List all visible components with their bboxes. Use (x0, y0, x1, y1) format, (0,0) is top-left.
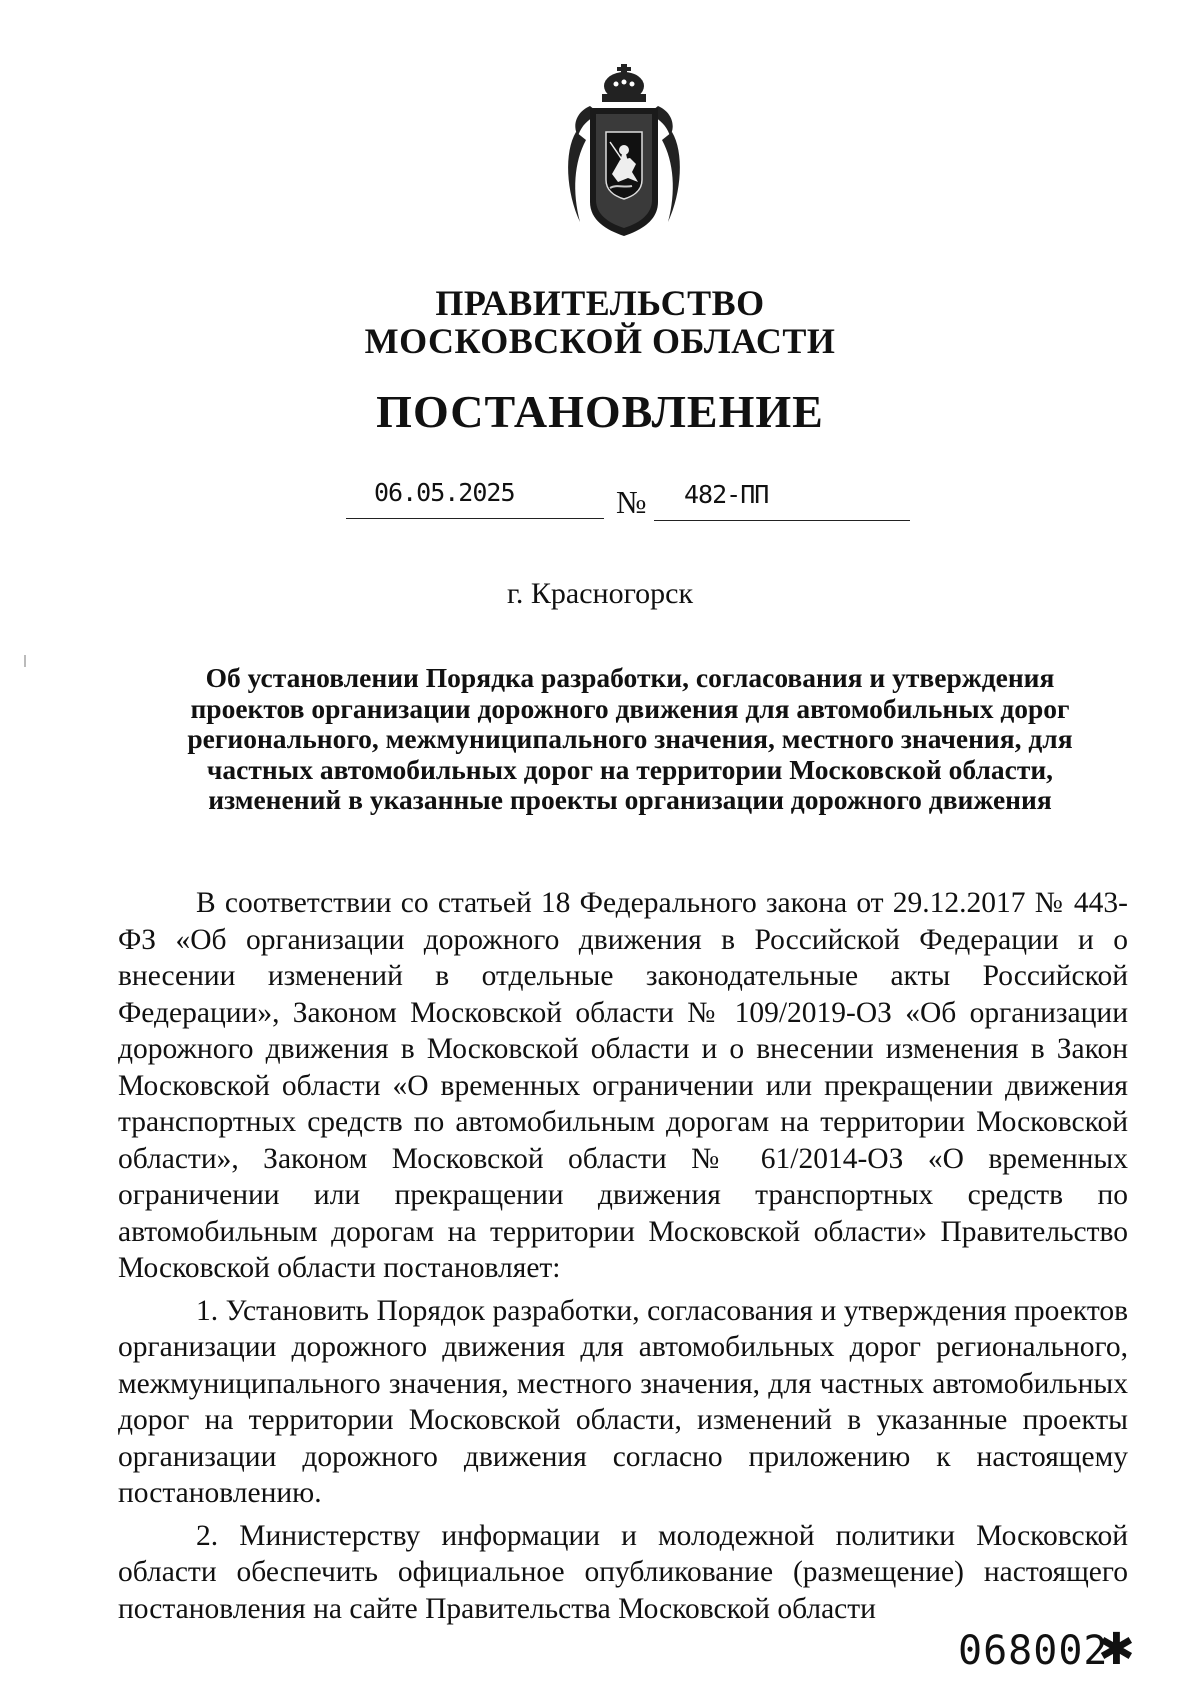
number-field (654, 474, 910, 521)
paragraph-item-1: 1. Установить Порядок разработки, согласования и утверждения проектов организации дорожного движения для автомобильных дорог регионального, межмуниципального значения, местного значения, для частных автомобильных дорог на территории Московской области, изменений в указанные проекты организации дорожного движения согласно приложению к настоящему постановлению. (118, 1294, 1128, 1509)
number-sign: № (616, 484, 647, 520)
coat-of-arms-icon (562, 62, 686, 240)
document-number: 482-ПП (684, 480, 769, 509)
paragraph-item-2: 2. Министерству информации и молодежной политики Московской области обеспечить официальное опубликование (размещение) настоящего постановления на сайте Правительства Московской области (118, 1519, 1128, 1625)
document-date: 06.05.2025 (374, 478, 515, 507)
document-body (118, 885, 1128, 1627)
date-field (346, 474, 604, 519)
paragraph-preamble: В соответствии со статьей 18 Федерального закона от 29.12.2017 № 443-ФЗ «Об организации дорожного движения в Российской Федерации и о внесении изменений в отдельные законодательные акты Российской Федерации», Законом Московской области № 109/2019-ОЗ «Об организации дорожного движения в Московской области и о внесении изменения в Закон Московской области «О временных ограничении или прекращении движения транспортных средств по автомобильным дорогам на территории Московской области», Законом Московской области № 61/2014-ОЗ «О временных ограничении или прекращении движения транспортных средств по автомобильным дорогам на территории Московской области» Правительство Московской области постановляет: (118, 887, 1128, 1284)
asterisk-mark: ✱ (1098, 1624, 1135, 1675)
organization-name-line2: МОСКОВСКОЙ ОБЛАСТИ (364, 321, 836, 361)
city-line: г. Красногорск (506, 577, 694, 610)
document-type: ПОСТАНОВЛЕНИЕ (376, 386, 824, 437)
serial-number: 068002 (958, 1628, 1109, 1674)
scan-artifact (24, 655, 26, 667)
organization-name-line1: ПРАВИТЕЛЬСТВО (435, 283, 765, 323)
document-title: Об установлении Порядка разработки, согласования и утверждения проектов организации дорожного движения для автомобильных дорог регионального, межмуниципального значения, местного значения, для частных автомобильных дорог на территории Московской области, изменений в указанные проекты организации дорожного движения (187, 662, 1073, 815)
